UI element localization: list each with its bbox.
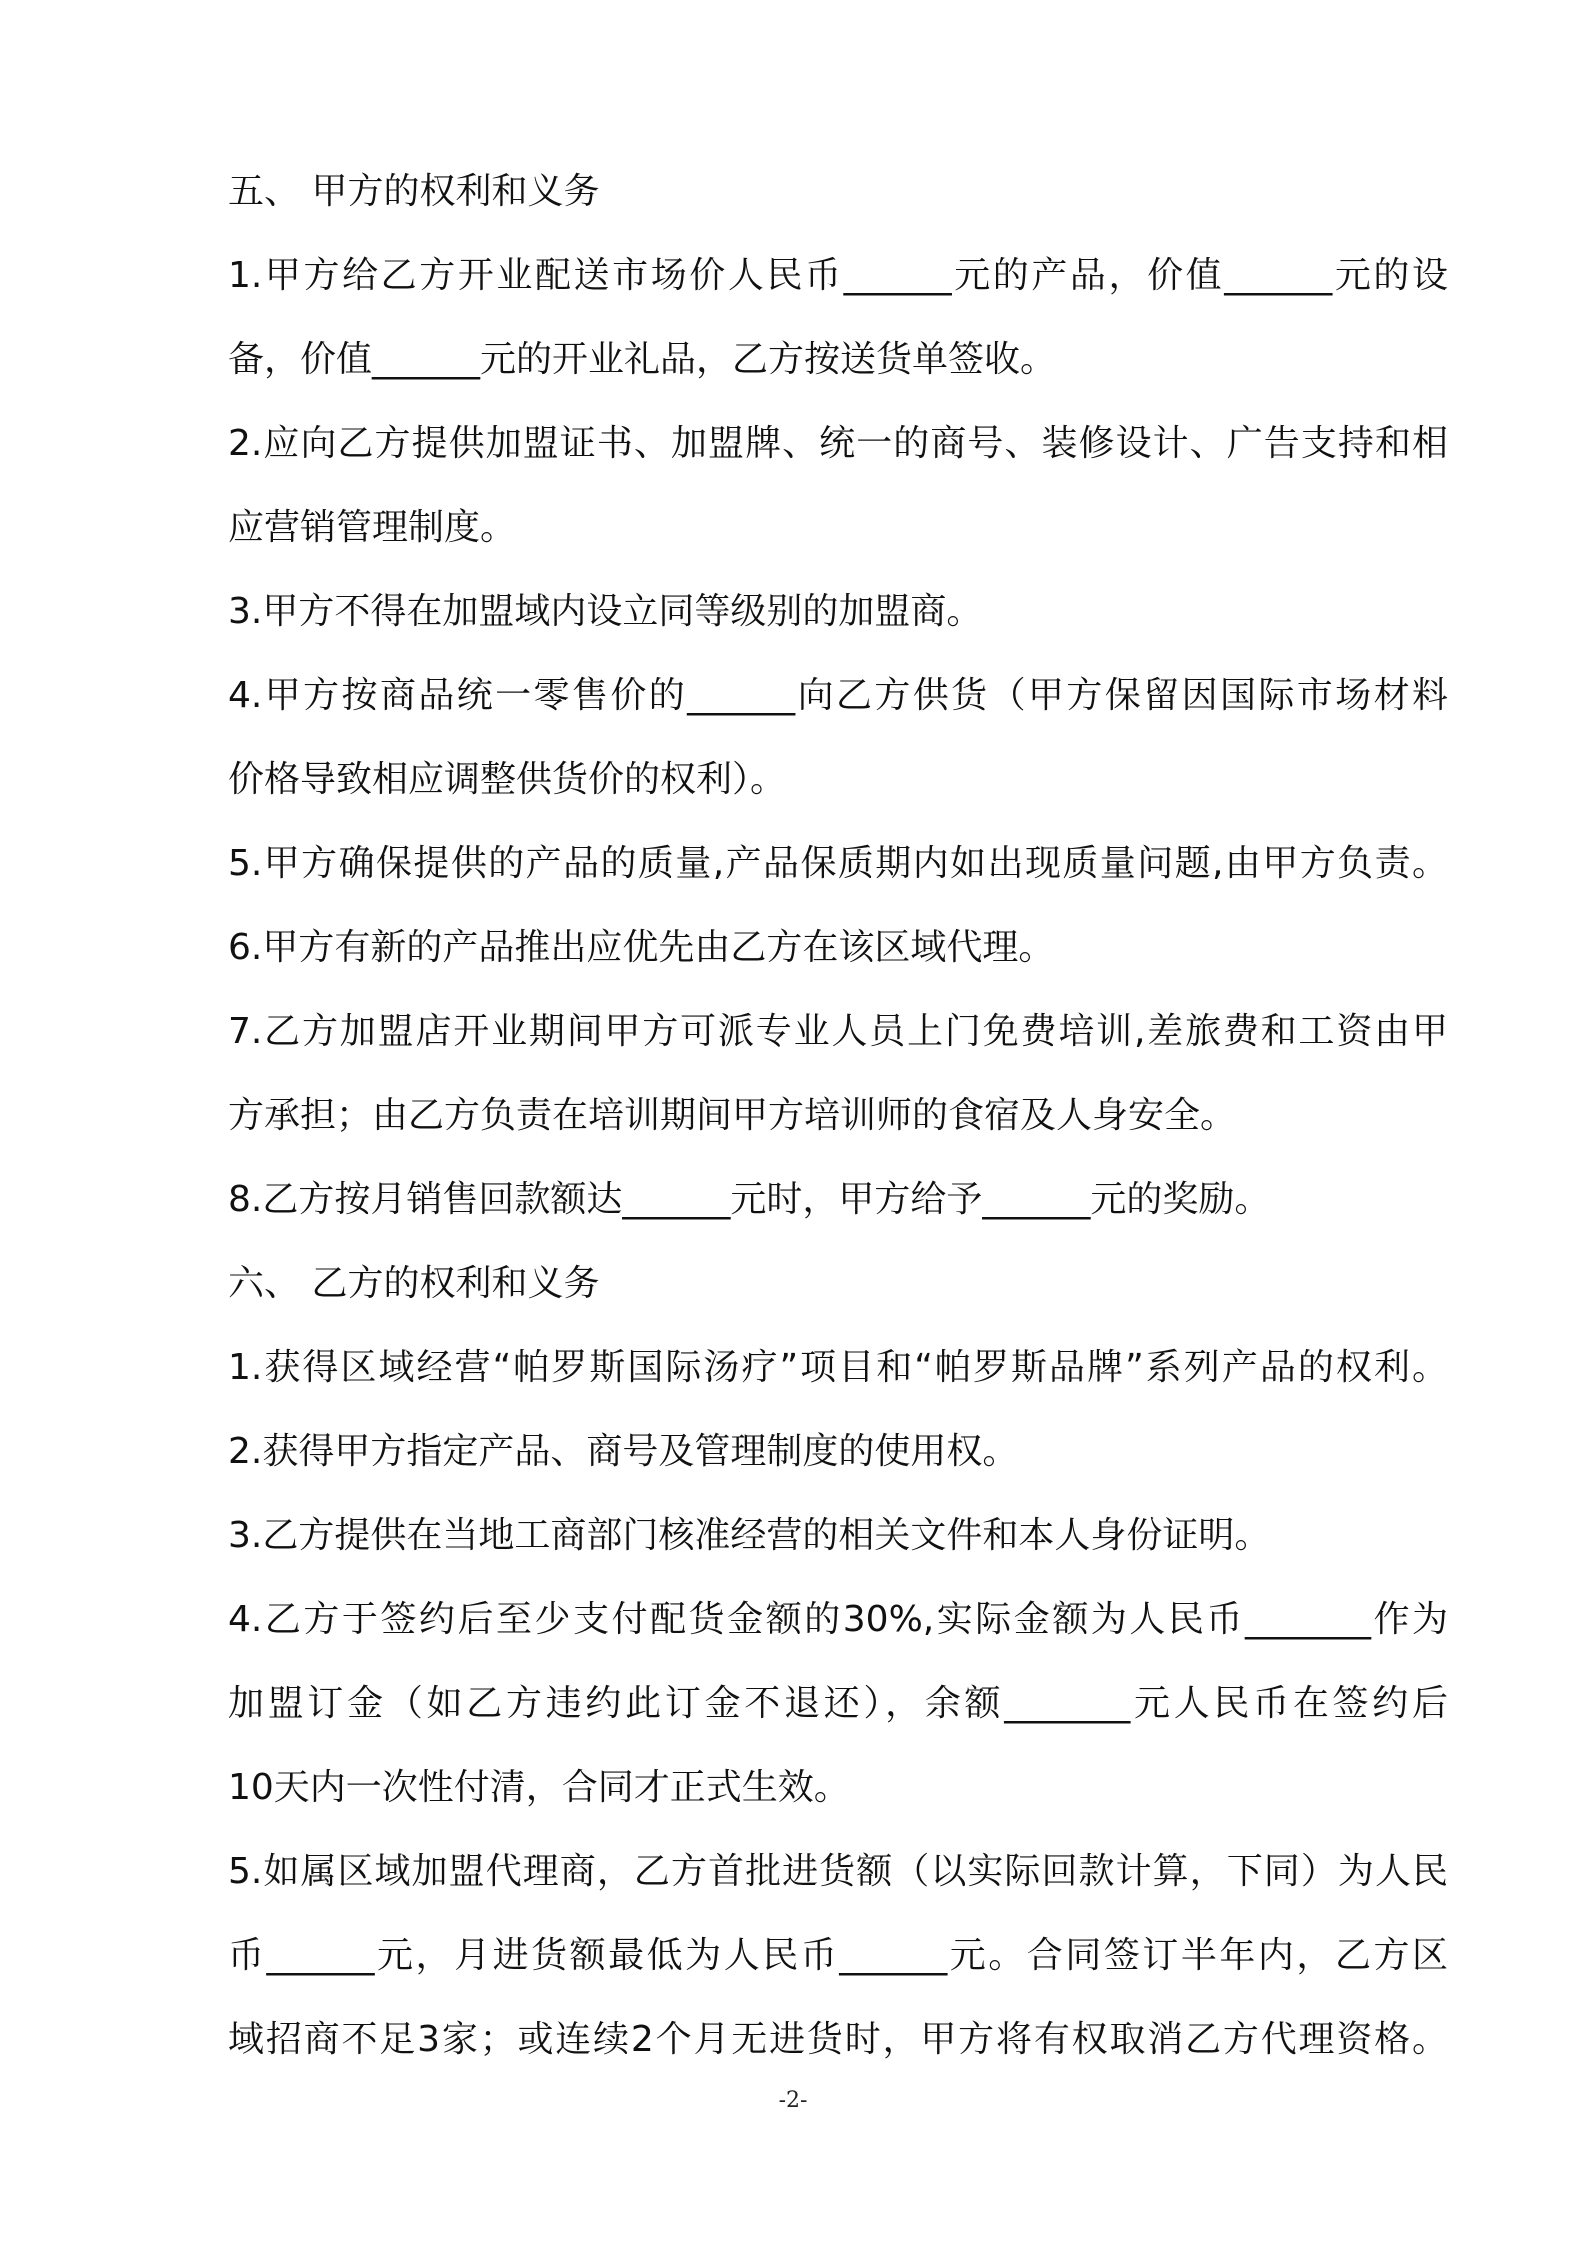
clause-line: 应营销管理制度。 [228,507,517,548]
clause-line: 5.甲方确保提供的产品的质量,产品保质期内如出现质量问题,由甲方负责。 [228,843,1448,884]
clause-line: 7.乙方加盟店开业期间甲方可派专业人员上门免费培训,差旅费和工资由甲 [228,1011,1448,1052]
clause-line: 备，价值______元的开业礼品，乙方按送货单签收。 [228,339,1057,380]
clause-line: 10天内一次性付清，合同才正式生效。 [228,1767,850,1808]
clause-line: 8.乙方按月销售回款额达______元时，甲方给予______元的奖励。 [228,1179,1271,1220]
clause-line: 3.乙方提供在当地工商部门核准经营的相关文件和本人身份证明。 [228,1515,1271,1556]
section-heading-six: 六、 乙方的权利和义务 [228,1263,600,1304]
clause-line: 加盟订金（如乙方违约此订金不退还），余额_______元人民币在签约后 [228,1683,1448,1724]
section-heading-five: 五、 甲方的权利和义务 [228,171,600,212]
document-page [228,150,1448,2082]
clause-line: 1.甲方给乙方开业配送市场价人民币______元的产品，价值______元的设 [228,255,1448,296]
clause-line: 1.获得区域经营“帕罗斯国际汤疗”项目和“帕罗斯品牌”系列产品的权利。 [228,1347,1448,1388]
clause-line: 4.乙方于签约后至少支付配货金额的30%,实际金额为人民币_______作为 [228,1599,1448,1640]
clause-line: 币______元，月进货额最低为人民币______元。合同签订半年内，乙方区 [228,1935,1448,1976]
clause-line: 5.如属区域加盟代理商，乙方首批进货额（以实际回款计算，下同）为人民 [228,1851,1448,1892]
clause-line: 域招商不足3家；或连续2个月无进货时，甲方将有权取消乙方代理资格。 [228,2019,1448,2060]
clause-line: 价格导致相应调整供货价的权利）。 [228,759,787,800]
clause-line: 方承担；由乙方负责在培训期间甲方培训师的食宿及人身安全。 [228,1095,1237,1136]
clause-line: 2.应向乙方提供加盟证书、加盟牌、统一的商号、装修设计、广告支持和相 [228,423,1448,464]
page-number: -2- [778,2088,808,2113]
clause-line: 6.甲方有新的产品推出应优先由乙方在该区域代理。 [228,927,1055,968]
clause-line: 2.获得甲方指定产品、商号及管理制度的使用权。 [228,1431,1019,1472]
clause-line: 4.甲方按商品统一零售价的______向乙方供货（甲方保留因国际市场材料 [228,675,1448,716]
clause-line: 3.甲方不得在加盟域内设立同等级别的加盟商。 [228,591,983,632]
